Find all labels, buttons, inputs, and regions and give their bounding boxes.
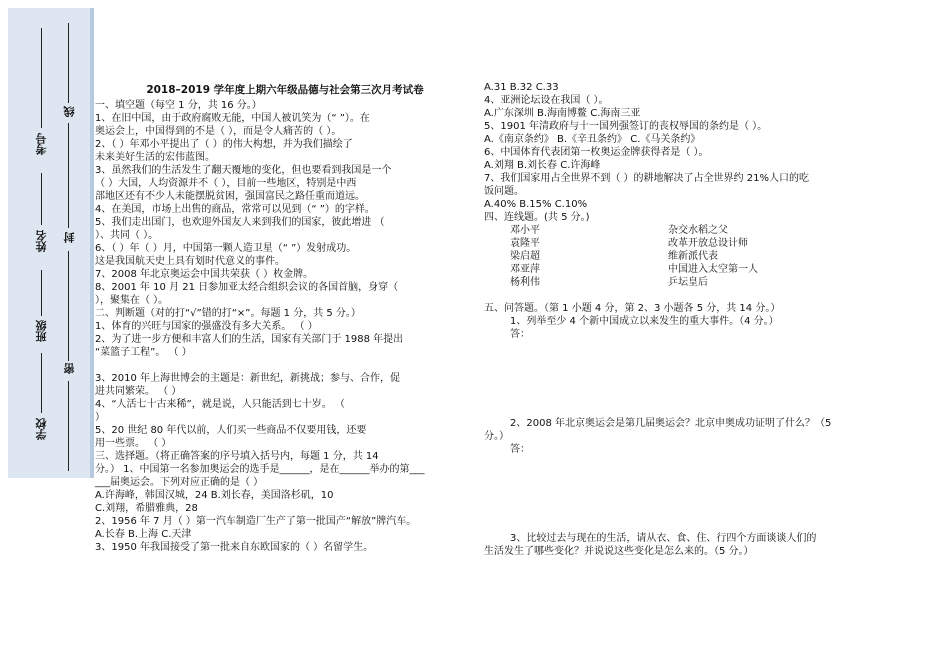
left-text-line: 部地区还有不少人未能摆脱贫困，强国富民之路任重而道远。 [95,191,365,202]
matching-description: 乒坛皇后 [668,277,708,288]
question-2a: 2、2008 年北京奥运会是第几届奥运会？北京申奥成功证明了什么？（5 [510,418,832,429]
right-top-lines [484,81,924,224]
left-text-line: ） [95,412,105,423]
matching-person: 邓亚萍 [510,264,540,275]
right-text-line: A.40% B.15% C.10% [484,199,588,210]
right-text-line: 5、1901 年清政府与十一国列强签订的丧权辱国的条约是（ ）。 [484,121,768,132]
exam-title: 2018–2019 学年度上期六年级品德与社会第三次月考试卷 [146,84,424,96]
right-text-line: A.《南京条约》 B.《辛丑条约》 C.《马关条约》 [484,134,701,145]
left-text-line: 未来美好生活的宏伟蓝图。 [95,152,215,163]
matching-person: 邓小平 [510,225,540,236]
matching-person: 袁隆平 [510,238,540,249]
left-text-line: 2、为了进一步方便和丰富人们的生活，国家有关部门于 1988 年提出 [95,334,404,345]
question-1: 1、列举至少 4 个新中国成立以来发生的重大事件。（4 分。） [510,316,779,327]
question-2b: 分。） [484,431,509,442]
matching-row [510,250,924,263]
left-text-line: 这是我国航天史上具有划时代意义的事件。 [95,256,285,267]
left-text-line: （ ）大国，人均资源并不（ ），目前一些地区，特别是中西 [95,178,357,189]
class-line [41,270,42,316]
left-text-line: 2、1956 年 7 月（ ）第一汽车制造厂生产了第一批国产“解放”牌汽车。 [95,516,417,527]
matching-description: 杂交水稻之父 [668,225,728,236]
left-text-line: 一、填空题（每空 1 分，共 16 分。） [95,100,262,111]
left-text-line: 二、判断题（对的打“√”错的打“×”。每题 1 分，共 5 分。） [95,308,361,319]
right-text-line: 饭问题。 [484,186,524,197]
left-text-line: 3、2010 年上海世博会的主题是：新世纪，新挑战；参与、合作，促 [95,373,400,384]
right-column [484,81,924,558]
class-label: 班级 [35,320,48,342]
left-text-line: 4、“人活七十古来稀”，就是说，人只能活到七十岁。 （ [95,399,345,410]
left-text-line: 分。） 1、中国第一名参加奥运会的选手是______，是在______举办的第___ [95,464,425,475]
left-text-line: “菜篮子工程”。 （ ） [95,347,192,358]
matching-row [510,237,924,250]
school-label: 学校 [35,418,48,440]
matching-description: 中国进入太空第一人 [668,264,758,275]
left-text-line: 奥运会上，中国得到的不是（ ），而是令人痛苦的（ ）。 [95,126,342,137]
right-text-line: 四、连线题。(共 5 分。) [484,212,590,223]
left-text-line: 1、在旧中国，由于政府腐败无能，中国人被讥笑为（“ ”）。在 [95,113,370,124]
exam-number-line [41,28,42,128]
left-text-line [95,359,475,372]
left-text-line: ），聚集在（ ）。 [95,295,169,306]
school-line [41,353,42,413]
name-line [41,173,42,225]
question-3a: 3、比较过去与现在的生活，请从衣、食、住、行四个方面谈谈人们的 [510,533,817,544]
right-text-line: A.31 B.32 C.33 [484,82,559,93]
matching-person: 杨利伟 [510,277,540,288]
matching-description: 改革开放总设计师 [668,238,748,249]
matching-person: 梁启超 [510,251,540,262]
seal-line-lower [68,251,69,361]
seal-line-bottom [68,381,69,471]
left-text-line: 5、我们走出国门，也欢迎外国友人来到我们的国家，彼此增进 （ [95,217,385,228]
left-text-line: 三、选择题。（将正确答案的序号填入括号内，每题 1 分，共 14 [95,451,379,462]
left-text-line: A.长春 B.上海 C.天津 [95,529,192,540]
qa-header: 五、问答题。（第 1 小题 4 分，第 2、3 小题各 5 分，共 14 分。） [484,303,781,314]
left-text-line: 用一些票。 （ ） [95,438,172,449]
left-text-line: ___届奥运会。下列对应正确的是（ ） [95,477,264,488]
left-text-line: 7、2008 年北京奥运会中国共荣获（ ）枚金牌。 [95,269,314,280]
right-text-line: A.广东深圳 B.海南博鳌 C.海南三亚 [484,108,641,119]
left-text-line: 2、（ ）年邓小平提出了（ ）的伟大构想，并为我们描绘了 [95,139,353,150]
seal-char-xian: 线 [63,106,76,117]
left-text-line: 8、2001 年 10 月 21 日参加亚太经合组织会议的各国首脑，身穿（ [95,282,399,293]
matching-area [484,224,924,289]
left-text-line: 1、体育的兴旺与国家的强盛没有多大关系。 （ ） [95,321,318,332]
right-text-line: A.刘翔 B.刘长春 C.许海峰 [484,160,601,171]
answer-label-1: 答： [510,329,530,340]
left-lines [95,99,475,554]
left-text-line: 5、20 世纪 80 年代以前，人们买一些商品不仅要用钱，还要 [95,425,367,436]
answer-label-2: 答： [510,444,530,455]
matching-row [510,276,924,289]
right-text-line: 7、我们国家用占全世界不到（ ）的耕地解决了占全世界约 21%人口的吃 [484,173,809,184]
seal-line-mid [68,123,69,228]
matching-row [510,263,924,276]
exam-number-label: 考号 [35,133,48,155]
left-column [95,84,475,554]
binding-strip [8,8,94,478]
seal-char-mi: 密 [63,363,76,374]
matching-row [510,224,924,237]
seal-char-feng: 封 [63,232,76,243]
matching-description: 维新派代表 [668,251,718,262]
left-text-line: 3、1950 年我国接受了第一批来自东欧国家的（ ）名留学生。 [95,542,374,553]
question-3b: 生活发生了哪些变化？并说说这些变化是怎么来的。（5 分。） [484,546,754,557]
left-text-line: A.许海峰，韩国汉城，24 B.刘长春，美国洛杉矶，10 [95,490,334,501]
left-text-line: 6、（ ）年（ ）月，中国第一颗人造卫星（“ ”）发射成功。 [95,243,357,254]
left-text-line: C.刘翔，希腊雅典，28 [95,503,198,514]
name-label: 姓名 [35,230,48,252]
seal-line-top [68,23,69,103]
left-text-line: 进共同繁荣。 （ ） [95,386,182,397]
left-text-line: ）、共同（ ）。 [95,230,159,241]
left-text-line: 3、虽然我们的生活发生了翻天覆地的变化，但也要看到我国是一个 [95,165,392,176]
right-text-line: 4、亚洲论坛设在我国（ ）。 [484,95,609,106]
right-text-line: 6、中国体育代表团第一枚奥运金牌获得者是（ ）。 [484,147,709,158]
left-text-line: 4、在美国，市场上出售的商品，常常可以见到（“ ”）的字样。 [95,204,375,215]
